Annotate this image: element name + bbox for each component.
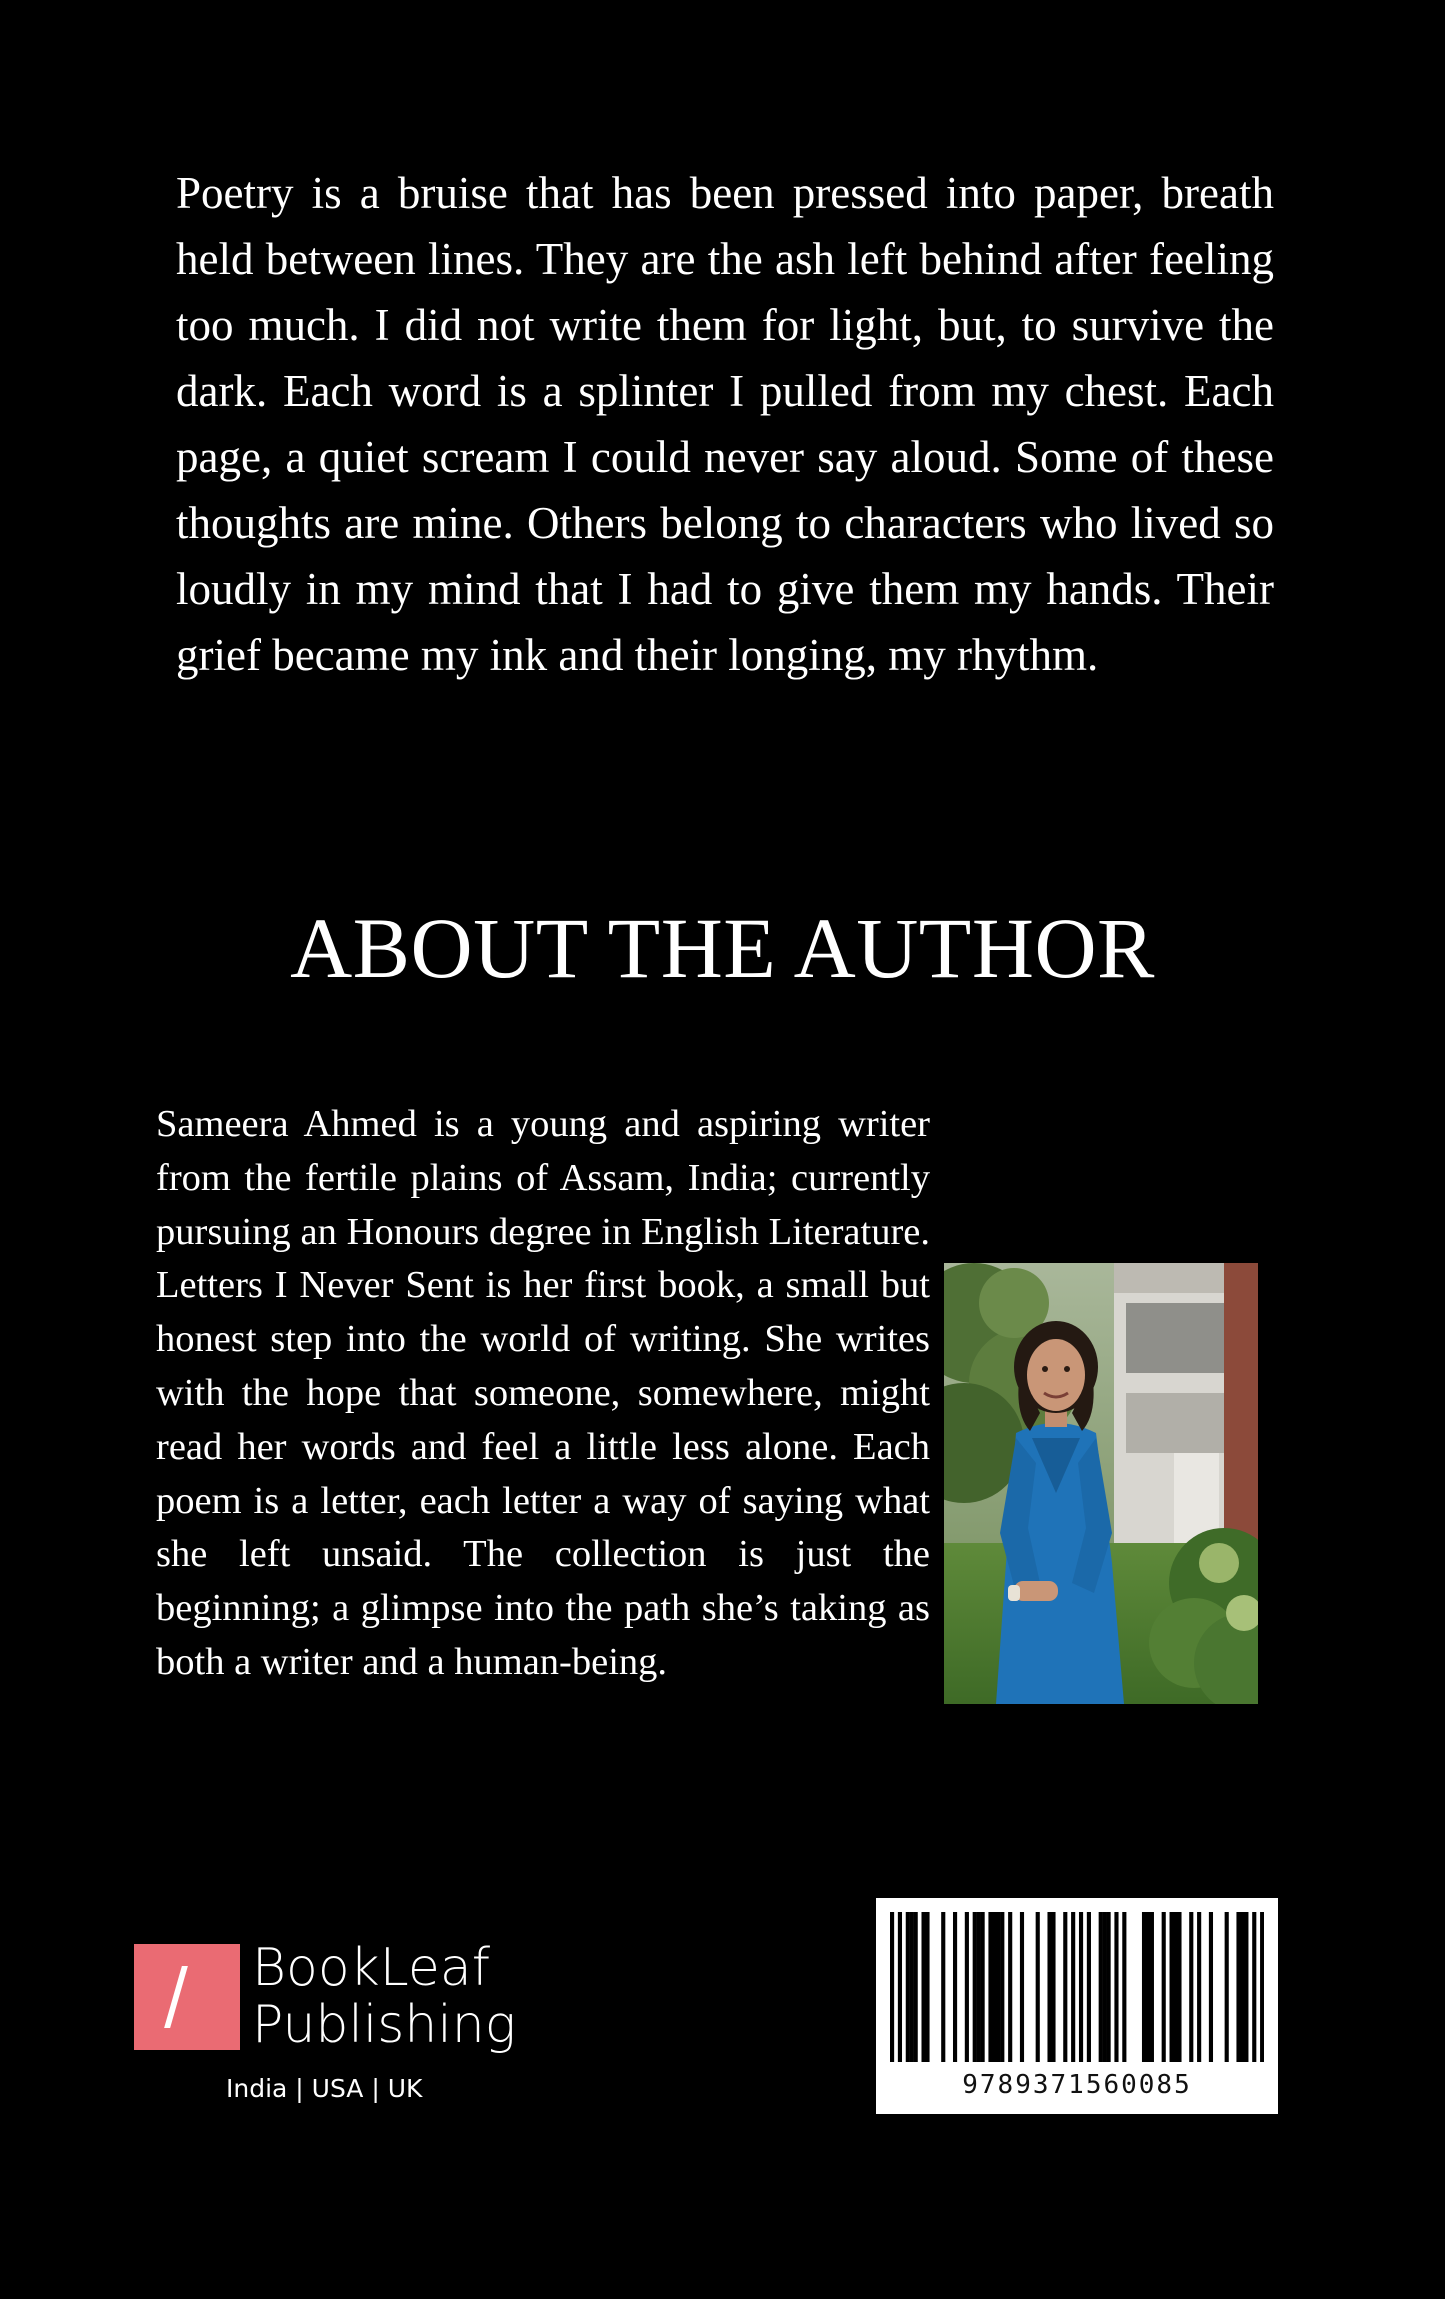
author-photo <box>944 1263 1258 1704</box>
barcode-bar <box>1146 1912 1150 2062</box>
back-cover-blurb: Poetry is a bruise that has been pressed into paper, breath held between lines. They are the ash left behind after feeling too much. I did not write them for light, but, to survive the dark. Each word is a splinter I pulled from my chest. Each page, a quiet scream I could never say aloud. Some of these thoughts are mine. Others belong to characters who lived so loudly in my mind that I had to give them my hands. Their grief became my ink and their longing, my rhythm. <box>176 168 1274 680</box>
barcode-bar <box>1173 1912 1177 2062</box>
barcode-bar <box>973 1912 977 2062</box>
barcode-bar <box>1020 1912 1024 2062</box>
barcode-bar <box>1071 1912 1075 2062</box>
barcode-bar <box>1162 1912 1166 2062</box>
barcode-bar <box>1244 1912 1248 2062</box>
publisher-name-line2: Publishing <box>252 1995 516 2055</box>
barcode-bar <box>914 1912 918 2062</box>
barcode-bar <box>1197 1912 1201 2062</box>
barcode-bar <box>1036 1912 1040 2062</box>
barcode-bar <box>1107 1912 1111 2062</box>
barcode-bar <box>1000 1912 1004 2062</box>
barcode-bar <box>1079 1912 1083 2062</box>
barcode-bar <box>910 1912 914 2062</box>
barcode-bar <box>921 1912 925 2062</box>
barcode-bar <box>977 1912 981 2062</box>
barcode-bar <box>1189 1912 1193 2062</box>
slash-icon <box>164 1966 188 2028</box>
barcode-bar <box>1122 1912 1126 2062</box>
barcode-bar <box>1103 1912 1107 2062</box>
barcode-bar <box>1236 1912 1240 2062</box>
barcode-bar <box>1114 1912 1118 2062</box>
barcode-bar <box>988 1912 992 2062</box>
about-author-heading: ABOUT THE AUTHOR <box>290 900 1155 996</box>
barcode-bar <box>1051 1912 1055 2062</box>
barcode-bar <box>1150 1912 1154 2062</box>
barcode-bar <box>1252 1912 1256 2062</box>
barcode-bar <box>1240 1912 1244 2062</box>
barcode-bar <box>1008 1912 1012 2062</box>
barcode-bar <box>1170 1912 1174 2062</box>
barcode-bar <box>1087 1912 1091 2062</box>
barcode-bar <box>890 1912 894 2062</box>
barcode-bar <box>1099 1912 1103 2062</box>
barcode-bars <box>890 1912 1264 2062</box>
publisher-regions: India | USA | UK <box>226 2074 423 2103</box>
barcode-bar <box>981 1912 985 2062</box>
isbn-barcode <box>876 1898 1278 2114</box>
barcode-bar <box>965 1912 969 2062</box>
barcode-bar <box>996 1912 1000 2062</box>
barcode-bar <box>1063 1912 1067 2062</box>
barcode-bar <box>1225 1912 1229 2062</box>
publisher-logo <box>134 1938 534 2114</box>
barcode-bar <box>925 1912 929 2062</box>
barcode-bar <box>992 1912 996 2062</box>
publisher-logo-mark <box>134 1944 240 2050</box>
publisher-name-line1: BookLeaf <box>252 1938 491 1998</box>
author-bio: Sameera Ahmed is a young and aspiring writer from the fertile plains of Assam, India; currently pursuing an Honours degree in English Literature. Letters I Never Sent is her first book, a small but honest step into the world of writing. She writes with the hope that someone, somewhere, might read her words and feel a little less alone. Each poem is a letter, each letter a way of saying what she left unsaid. The collection is just the beginning; a glimpse into the path she’s taking as both a writer and a human-being. <box>156 1103 930 1683</box>
barcode-bar <box>953 1912 957 2062</box>
barcode-bar <box>1260 1912 1264 2062</box>
barcode-bar <box>1177 1912 1181 2062</box>
barcode-bar <box>898 1912 902 2062</box>
isbn-number: 9789371560085 <box>962 2070 1192 2100</box>
barcode-bar <box>1047 1912 1051 2062</box>
barcode-bar <box>1142 1912 1146 2062</box>
barcode-bar <box>906 1912 910 2062</box>
publisher-name <box>252 1940 516 2054</box>
barcode-bar <box>941 1912 945 2062</box>
barcode-bar <box>1209 1912 1213 2062</box>
